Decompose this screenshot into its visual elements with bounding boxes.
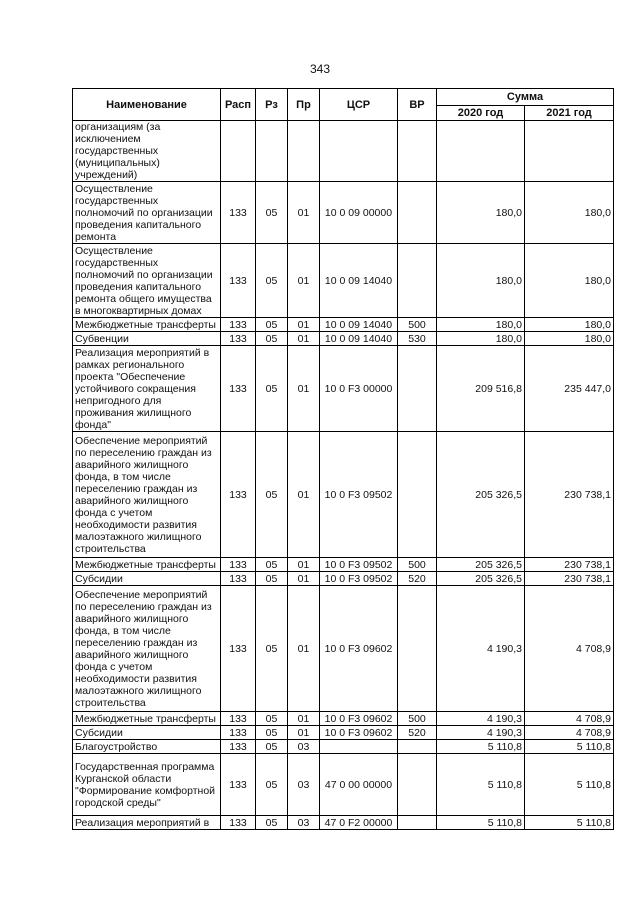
row-rz: 05	[256, 332, 288, 346]
table-row	[73, 244, 614, 318]
table-row	[73, 318, 614, 332]
row-csr: 10 0 F3 09602	[320, 586, 398, 712]
row-amount-2020: 5 110,8	[437, 816, 525, 830]
row-rz: 05	[256, 712, 288, 726]
row-pr: 01	[288, 244, 320, 318]
row-amount-2021: 230 738,1	[525, 572, 614, 586]
table-row	[73, 558, 614, 572]
row-amount-2021: 4 708,9	[525, 712, 614, 726]
row-amount-2021: 180,0	[525, 332, 614, 346]
row-amount-2020: 4 190,3	[437, 586, 525, 712]
row-name: Государственная программа Курганской области "Формирование комфортной городской среды"	[73, 754, 221, 816]
row-amount-2021: 180,0	[525, 318, 614, 332]
row-vr	[398, 816, 437, 830]
row-vr	[398, 346, 437, 432]
table-row	[73, 432, 614, 558]
row-amount-2020: 205 326,5	[437, 432, 525, 558]
row-rasp: 133	[221, 432, 256, 558]
header-year-2021: 2021 год	[525, 106, 614, 121]
table-row	[73, 346, 614, 432]
row-vr: 500	[398, 712, 437, 726]
table-row	[73, 572, 614, 586]
row-pr: 01	[288, 318, 320, 332]
row-amount-2020: 180,0	[437, 244, 525, 318]
row-rasp: 133	[221, 346, 256, 432]
table-row	[73, 816, 614, 830]
row-vr: 500	[398, 318, 437, 332]
row-amount-2020: 205 326,5	[437, 558, 525, 572]
row-amount-2020: 5 110,8	[437, 740, 525, 754]
row-pr: 01	[288, 572, 320, 586]
row-vr	[398, 432, 437, 558]
row-rasp: 133	[221, 726, 256, 740]
row-csr: 47 0 F2 00000	[320, 816, 398, 830]
row-vr	[398, 182, 437, 244]
header-name: Наименование	[73, 89, 221, 121]
row-rz: 05	[256, 740, 288, 754]
row-amount-2021: 235 447,0	[525, 346, 614, 432]
row-csr: 10 0 F3 09502	[320, 432, 398, 558]
header-csr: ЦСР	[320, 89, 398, 121]
row-amount-2020: 180,0	[437, 182, 525, 244]
header-pr: Пр	[288, 89, 320, 121]
row-amount-2020: 5 110,8	[437, 754, 525, 816]
row-name: Благоустройство	[73, 740, 221, 754]
row-csr: 10 0 09 14040	[320, 318, 398, 332]
row-rz	[256, 121, 288, 182]
row-rz: 05	[256, 572, 288, 586]
row-rasp: 133	[221, 182, 256, 244]
row-vr	[398, 121, 437, 182]
row-name: Субвенции	[73, 332, 221, 346]
row-rz: 05	[256, 726, 288, 740]
row-pr: 01	[288, 182, 320, 244]
table-row	[73, 332, 614, 346]
row-name: Обеспечение мероприятий по переселению граждан из аварийного жилищного фонда, в том числе переселению граждан из аварийного жилищного фонда с учетом необходимости развития малоэтажного жилищного строительства	[73, 432, 221, 558]
row-amount-2021: 5 110,8	[525, 740, 614, 754]
row-csr: 10 0 F3 09502	[320, 558, 398, 572]
page-number: 343	[309, 62, 331, 76]
row-amount-2020: 180,0	[437, 332, 525, 346]
row-rasp: 133	[221, 712, 256, 726]
row-vr: 530	[398, 332, 437, 346]
row-rasp: 133	[221, 740, 256, 754]
row-vr: 500	[398, 558, 437, 572]
row-pr: 03	[288, 740, 320, 754]
row-rz: 05	[256, 318, 288, 332]
row-pr: 01	[288, 558, 320, 572]
row-name: Реализация мероприятий в	[73, 816, 221, 830]
row-rasp: 133	[221, 318, 256, 332]
row-csr: 10 0 F3 09602	[320, 726, 398, 740]
row-name: Межбюджетные трансферты	[73, 712, 221, 726]
row-rz: 05	[256, 558, 288, 572]
row-amount-2021: 230 738,1	[525, 432, 614, 558]
row-pr: 01	[288, 432, 320, 558]
row-amount-2020: 205 326,5	[437, 572, 525, 586]
row-name: Субсидии	[73, 726, 221, 740]
header-rz: Рз	[256, 89, 288, 121]
header-year-2020: 2020 год	[437, 106, 525, 121]
row-amount-2020	[437, 121, 525, 182]
row-amount-2021: 5 110,8	[525, 816, 614, 830]
row-rz: 05	[256, 346, 288, 432]
row-csr: 10 0 09 00000	[320, 182, 398, 244]
row-rasp: 133	[221, 572, 256, 586]
row-csr: 10 0 F3 09602	[320, 712, 398, 726]
row-vr	[398, 586, 437, 712]
row-pr: 01	[288, 586, 320, 712]
row-rz: 05	[256, 754, 288, 816]
row-rz: 05	[256, 586, 288, 712]
row-vr	[398, 244, 437, 318]
row-rasp	[221, 121, 256, 182]
row-vr	[398, 754, 437, 816]
table-row	[73, 712, 614, 726]
header-sum: Сумма	[437, 89, 614, 106]
row-name: Осуществление государственных полномочий по организации проведения капитального ремонта	[73, 182, 221, 244]
row-vr: 520	[398, 572, 437, 586]
row-pr	[288, 121, 320, 182]
header-rasp: Расп	[221, 89, 256, 121]
row-amount-2021: 5 110,8	[525, 754, 614, 816]
row-csr	[320, 121, 398, 182]
row-csr: 10 0 09 14040	[320, 244, 398, 318]
row-csr: 10 0 09 14040	[320, 332, 398, 346]
row-name: Межбюджетные трансферты	[73, 318, 221, 332]
row-name: организациям (за исключением государственных (муниципальных) учреждений)	[73, 121, 221, 182]
row-rasp: 133	[221, 244, 256, 318]
row-amount-2021	[525, 121, 614, 182]
row-pr: 01	[288, 726, 320, 740]
row-amount-2020: 180,0	[437, 318, 525, 332]
row-amount-2020: 4 190,3	[437, 712, 525, 726]
table-row	[73, 726, 614, 740]
row-vr: 520	[398, 726, 437, 740]
row-name: Межбюджетные трансферты	[73, 558, 221, 572]
row-rasp: 133	[221, 754, 256, 816]
row-pr: 01	[288, 712, 320, 726]
row-csr: 10 0 F3 09502	[320, 572, 398, 586]
row-amount-2021: 180,0	[525, 244, 614, 318]
row-csr	[320, 740, 398, 754]
row-rz: 05	[256, 244, 288, 318]
row-amount-2021: 180,0	[525, 182, 614, 244]
row-amount-2020: 4 190,3	[437, 726, 525, 740]
row-pr: 03	[288, 816, 320, 830]
table-row	[73, 121, 614, 182]
row-pr: 03	[288, 754, 320, 816]
header-vr: ВР	[398, 89, 437, 121]
row-pr: 01	[288, 332, 320, 346]
row-rz: 05	[256, 182, 288, 244]
budget-table	[72, 88, 614, 830]
row-rasp: 133	[221, 816, 256, 830]
table-row	[73, 740, 614, 754]
row-name: Осуществление государственных полномочий по организации проведения капитального ремонта общего имущества в многоквартирных домах	[73, 244, 221, 318]
row-amount-2020: 209 516,8	[437, 346, 525, 432]
row-rz: 05	[256, 816, 288, 830]
row-rasp: 133	[221, 332, 256, 346]
row-amount-2021: 230 738,1	[525, 558, 614, 572]
row-csr: 10 0 F3 00000	[320, 346, 398, 432]
row-amount-2021: 4 708,9	[525, 586, 614, 712]
row-name: Обеспечение мероприятий по переселению граждан из аварийного жилищного фонда, в том числе переселению граждан из аварийного жилищного фонда с учетом необходимости развития малоэтажного жилищного строительства	[73, 586, 221, 712]
row-pr: 01	[288, 346, 320, 432]
table-row	[73, 182, 614, 244]
row-amount-2021: 4 708,9	[525, 726, 614, 740]
row-rasp: 133	[221, 558, 256, 572]
row-name: Субсидии	[73, 572, 221, 586]
row-rz: 05	[256, 432, 288, 558]
table-row	[73, 586, 614, 712]
row-name: Реализация мероприятий в рамках регионального проекта "Обеспечение устойчивого сокращения непригодного для проживания жилищного фонда"	[73, 346, 221, 432]
row-rasp: 133	[221, 586, 256, 712]
row-vr	[398, 740, 437, 754]
row-csr: 47 0 00 00000	[320, 754, 398, 816]
table-row	[73, 754, 614, 816]
